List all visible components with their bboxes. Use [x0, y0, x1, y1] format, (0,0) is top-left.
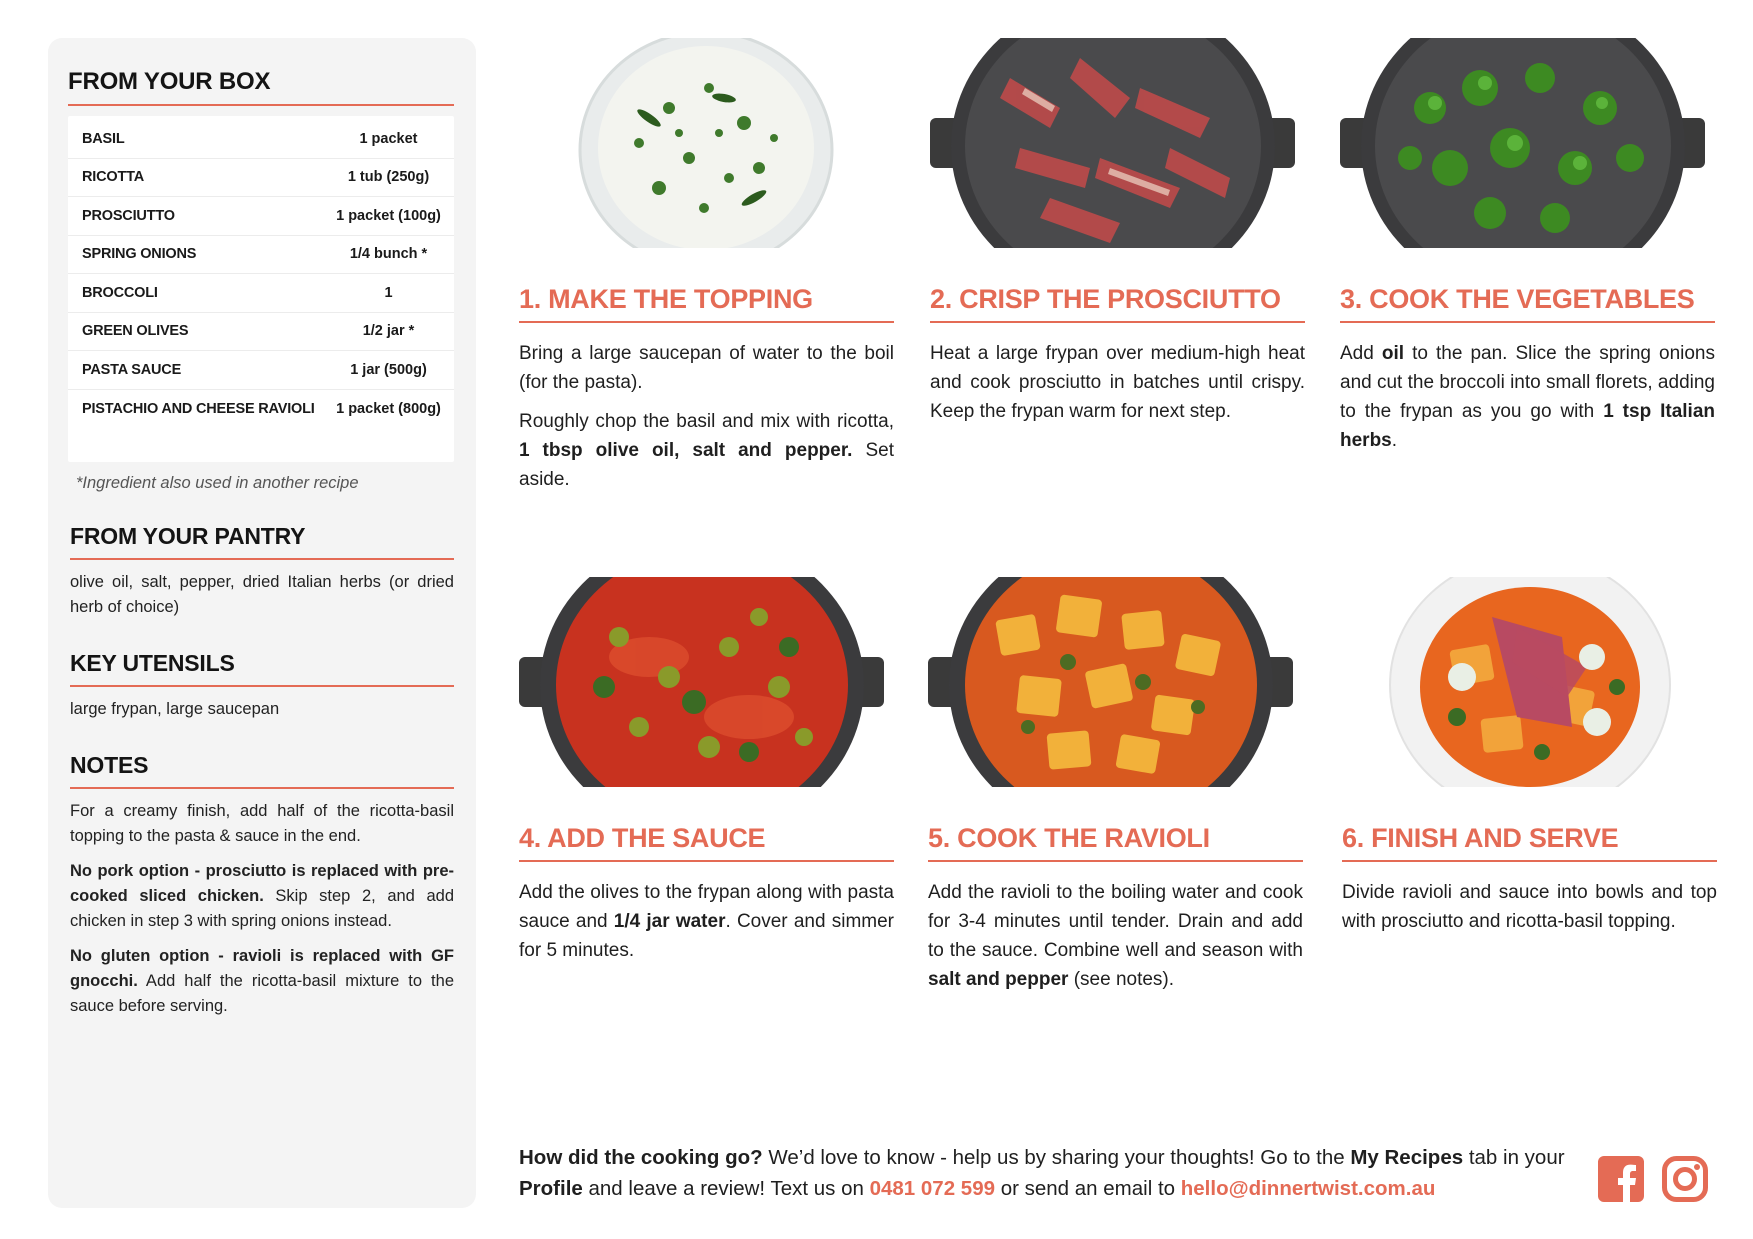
step-1-text-1: Bring a large saucepan of water to the boil (for the pasta).	[519, 343, 894, 393]
pantry-heading: FROM YOUR PANTRY	[70, 523, 454, 560]
ingredient-footnote: *Ingredient also used in another recipe	[76, 474, 359, 492]
notes-section	[68, 752, 454, 1019]
note-no-gluten-text: Add half the ricotta-basil mixture to the sauce before serving.	[70, 972, 454, 1015]
ingredient-row	[68, 159, 454, 198]
instagram-icon[interactable]	[1662, 1156, 1708, 1202]
step-3-photo	[1340, 38, 1715, 248]
utensils-heading: KEY UTENSILS	[70, 650, 454, 687]
feedback-text-2: tab in your	[1463, 1146, 1565, 1169]
ingredient-row	[68, 313, 454, 352]
step-4-text-1c: . Cover and simmer for 5 minutes.	[519, 911, 894, 961]
ingredient-qty: 1/4 bunch *	[349, 246, 428, 263]
ingredient-name: BASIL	[82, 130, 125, 147]
utensils-text: large frypan, large saucepan	[70, 700, 280, 718]
step-1-text-2c: Set aside.	[519, 440, 894, 490]
step-3-text-1e: .	[1391, 430, 1398, 451]
feedback-question: How did the cooking go?	[519, 1146, 763, 1169]
utensils-section	[68, 650, 454, 722]
ingredient-name: PISTACHIO AND CHEESE RAVIOLI	[82, 400, 315, 417]
ingredient-qty: 1 packet (100g)	[336, 207, 441, 224]
note-creamy: For a creamy finish, add half of the ricotta-basil topping to the pasta & sauce in the end.	[70, 802, 454, 845]
step-6-text-1: Divide ravioli and sauce into bowls and top with prosciutto and ricotta-basil topping.	[1342, 882, 1717, 932]
note-no-pork	[70, 859, 454, 934]
step-3-text-1d: 1 tsp Italian herbs	[1340, 401, 1716, 451]
pantry-text: olive oil, salt, pepper, dried Italian herbs (or dried herb of choice)	[70, 573, 454, 616]
ingredient-name: PROSCIUTTO	[82, 207, 175, 224]
step-3-text-1	[1340, 339, 1715, 455]
ingredient-name: RICOTTA	[82, 169, 144, 186]
note-no-gluten-bold: No gluten option - ravioli is replaced with GF gnocchi.	[70, 947, 454, 990]
step-6	[1342, 577, 1717, 936]
step-1-title: 1. MAKE THE TOPPING	[519, 284, 894, 323]
step-3-text-1c: to the pan. Slice the spring onions and cut the broccoli into small florets, adding to the frypan as you go with	[1340, 343, 1715, 422]
feedback-footer	[519, 1142, 1579, 1204]
step-3-text-1b: oil	[1381, 343, 1405, 364]
ingredient-name: BROCCOLI	[82, 284, 158, 301]
ingredient-qty: 1/2 jar *	[362, 323, 415, 340]
step-5-text-1	[928, 878, 1303, 994]
ingredient-row	[68, 390, 454, 429]
ingredients-sidebar	[48, 38, 476, 1208]
step-4-photo	[519, 577, 894, 787]
ingredient-row	[68, 120, 454, 159]
step-4	[519, 577, 894, 965]
phone-number[interactable]: 0481 072 599	[869, 1177, 995, 1200]
step-3	[1340, 38, 1715, 455]
from-your-box-heading: FROM YOUR BOX	[68, 68, 454, 106]
facebook-icon[interactable]	[1598, 1156, 1644, 1202]
step-5-text-1a: Add the ravioli to the boiling water and cook for 3-4 minutes until tender. Drain and add to the sauce. Combine well and season with	[928, 882, 1303, 961]
ingredient-row	[68, 274, 454, 313]
pantry-section	[68, 523, 454, 620]
step-5-photo	[928, 577, 1303, 787]
ingredient-name: GREEN OLIVES	[82, 323, 189, 340]
ingredient-qty: 1 jar (500g)	[350, 361, 427, 378]
ingredient-qty: 1 tub (250g)	[347, 169, 430, 186]
step-5	[928, 577, 1303, 994]
step-3-text-1a: Add	[1340, 343, 1382, 364]
step-1-photo	[519, 38, 894, 248]
note-no-gluten	[70, 944, 454, 1019]
step-2-text-1: Heat a large frypan over medium-high heat and cook prosciutto in batches until crispy. Keep the frypan warm for next step.	[930, 343, 1305, 422]
step-5-text-1b: salt and pepper	[928, 969, 1069, 990]
step-5-title: 5. COOK THE RAVIOLI	[928, 823, 1303, 862]
step-2-photo	[930, 38, 1305, 248]
email-link[interactable]: hello@dinnertwist.com.au	[1180, 1177, 1436, 1200]
step-4-text-1b: 1/4 jar water	[613, 911, 726, 932]
ingredient-name: SPRING ONIONS	[82, 246, 197, 263]
ingredient-qty: 1 packet	[359, 130, 418, 147]
step-4-text-1	[519, 878, 894, 965]
step-1-text-2a: Roughly chop the basil and mix with ricotta,	[519, 411, 894, 432]
note-no-pork-bold: No pork option - prosciutto is replaced with pre-cooked sliced chicken.	[70, 862, 454, 905]
ingredient-qty: 1	[384, 284, 393, 301]
step-6-title: 6. FINISH AND SERVE	[1342, 823, 1717, 862]
ingredient-row	[68, 351, 454, 390]
note-no-pork-text: Skip step 2, and add chicken in step 3 with spring onions instead.	[70, 887, 454, 930]
step-1-text-2b: 1 tbsp olive oil, salt and pepper.	[519, 440, 853, 461]
feedback-text-1: We’d love to know - help us by sharing your thoughts! Go to the	[762, 1146, 1351, 1169]
ingredient-name: PASTA SAUCE	[82, 361, 182, 378]
step-1-text-2	[519, 407, 894, 494]
step-5-text-1c: (see notes).	[1068, 969, 1175, 990]
step-2	[930, 38, 1305, 426]
ingredient-qty: 1 packet (800g)	[336, 400, 441, 417]
feedback-text-3: and leave a review! Text us on	[582, 1177, 870, 1200]
step-3-title: 3. COOK THE VEGETABLES	[1340, 284, 1715, 323]
step-4-text-1a: Add the olives to the frypan along with pasta sauce and	[519, 882, 894, 932]
notes-heading: NOTES	[70, 752, 454, 789]
step-1	[519, 38, 894, 494]
step-6-photo	[1342, 577, 1717, 787]
profile-label: Profile	[519, 1177, 583, 1200]
feedback-text-4: or send an email to	[995, 1177, 1181, 1200]
ingredient-row	[68, 197, 454, 236]
ingredients-table	[68, 116, 454, 462]
ingredient-row	[68, 236, 454, 275]
step-4-title: 4. ADD THE SAUCE	[519, 823, 894, 862]
my-recipes-label: My Recipes	[1350, 1146, 1464, 1169]
step-2-title: 2. CRISP THE PROSCIUTTO	[930, 284, 1305, 323]
